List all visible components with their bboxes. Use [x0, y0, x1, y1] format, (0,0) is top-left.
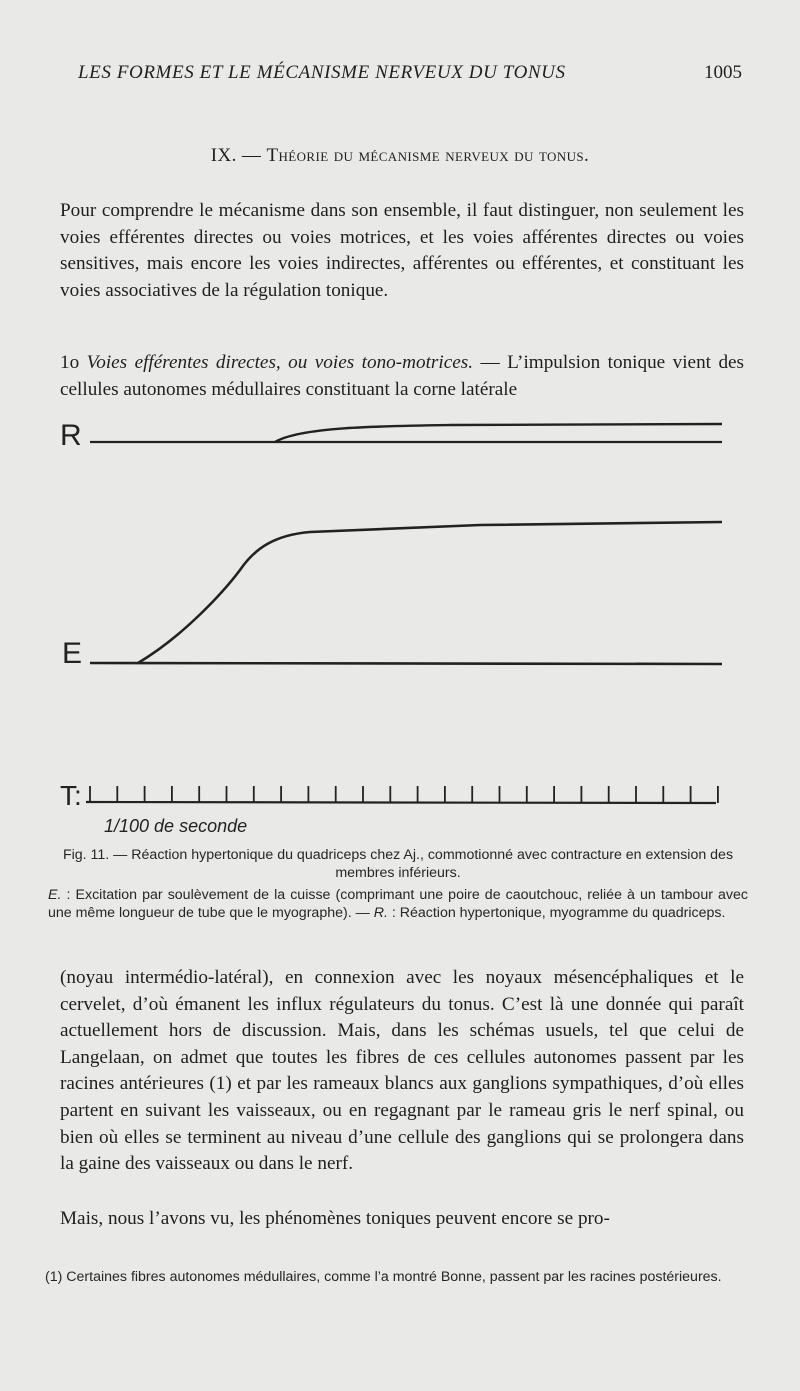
section-title	[0, 145, 800, 167]
caption-r-label: R.	[373, 905, 388, 921]
section-heading: Théorie du mécanisme nerveux du tonus.	[266, 145, 590, 166]
label-r: R	[60, 419, 82, 452]
caption-fig-label: Fig. 11.	[62, 847, 110, 863]
figure-myogram	[50, 405, 750, 845]
paragraph-text: — L’impulsion tonique vient des cellules autonomes médullaires constituant la corne latérale	[60, 352, 745, 400]
figure-caption-legend	[48, 886, 748, 922]
caption-line1: — Réaction hypertonique du quadriceps chez Aj., commotionné avec contracture en extension des membres inférieurs.	[109, 847, 734, 881]
page-number: 1005	[704, 62, 742, 83]
caption-r-text: : Réaction hypertonique, myogramme du quadriceps.	[387, 905, 726, 921]
section-numeral: IX. —	[210, 145, 262, 166]
running-title: LES FORMES ET LE MÉCANISME NERVEUX DU TONUS	[78, 62, 566, 83]
paragraph-continuation: Mais, nous l’avons vu, les phénomènes toniques peuvent encore se pro-	[60, 1208, 610, 1229]
footnote-text: Certaines fibres autonomes médullaires, comme l’a montré Bonne, passent par les racines postérieures.	[62, 1269, 722, 1285]
caption-e-label: E.	[48, 887, 62, 903]
label-t: T:	[60, 780, 82, 811]
label-e: E	[62, 637, 83, 670]
e-baseline	[90, 663, 722, 664]
footnote	[45, 1268, 749, 1286]
paragraph-intro: Pour comprendre le mécanisme dans son ensemble, il faut distinguer, non seulement les voies efférentes directes ou voies motrices, et les voies afférentes directes ou voies sensitives, mais encore les voies indirectes, afférentes ou efférentes, et constituant les voies associatives de la régulation tonique.	[60, 200, 744, 301]
time-baseline	[86, 802, 716, 803]
caption-e-text: : Excitation par soulèvement de la cuisse (comprimant une poire de caoutchouc, reliée à un tambour avec une même longueur de tube que le myographe). —	[48, 887, 748, 921]
time-unit-label: 1/100 de seconde	[104, 816, 248, 836]
paragraph-heading: Voies efférentes directes, ou voies tono-motrices.	[86, 352, 474, 373]
paragraph-noyau: (noyau intermédio-latéral), en connexion avec les noyaux mésencéphaliques et le cervelet, d’où émanent les influx régulateurs du tonus. C’est là une donnée qui paraît actuellement hors de discussion. Mais, dans les schémas usuels, tel que celui de Langelaan, on admet que toutes les fibres de ces cellules autonomes passent par les racines antérieures (1) et par les rameaux blancs aux ganglions sympathiques, d’où elles partent en suivant les vaisseaux, ou en regagnant par le rameau gris le nerf spinal, ou bien où elles se terminent au niveau d’une cellule des ganglions qui se prolongera dans la gaine des vaisseaux ou dans le nerf.	[60, 967, 744, 1175]
running-header	[78, 62, 742, 88]
r-curve	[275, 424, 722, 442]
time-ticks	[90, 786, 718, 803]
paragraph-number: 1o	[60, 352, 80, 373]
e-curve	[138, 522, 722, 663]
figure-caption	[48, 846, 748, 882]
paragraph-voies-efferentes	[60, 350, 744, 403]
footnote-marker: (1)	[45, 1269, 63, 1285]
